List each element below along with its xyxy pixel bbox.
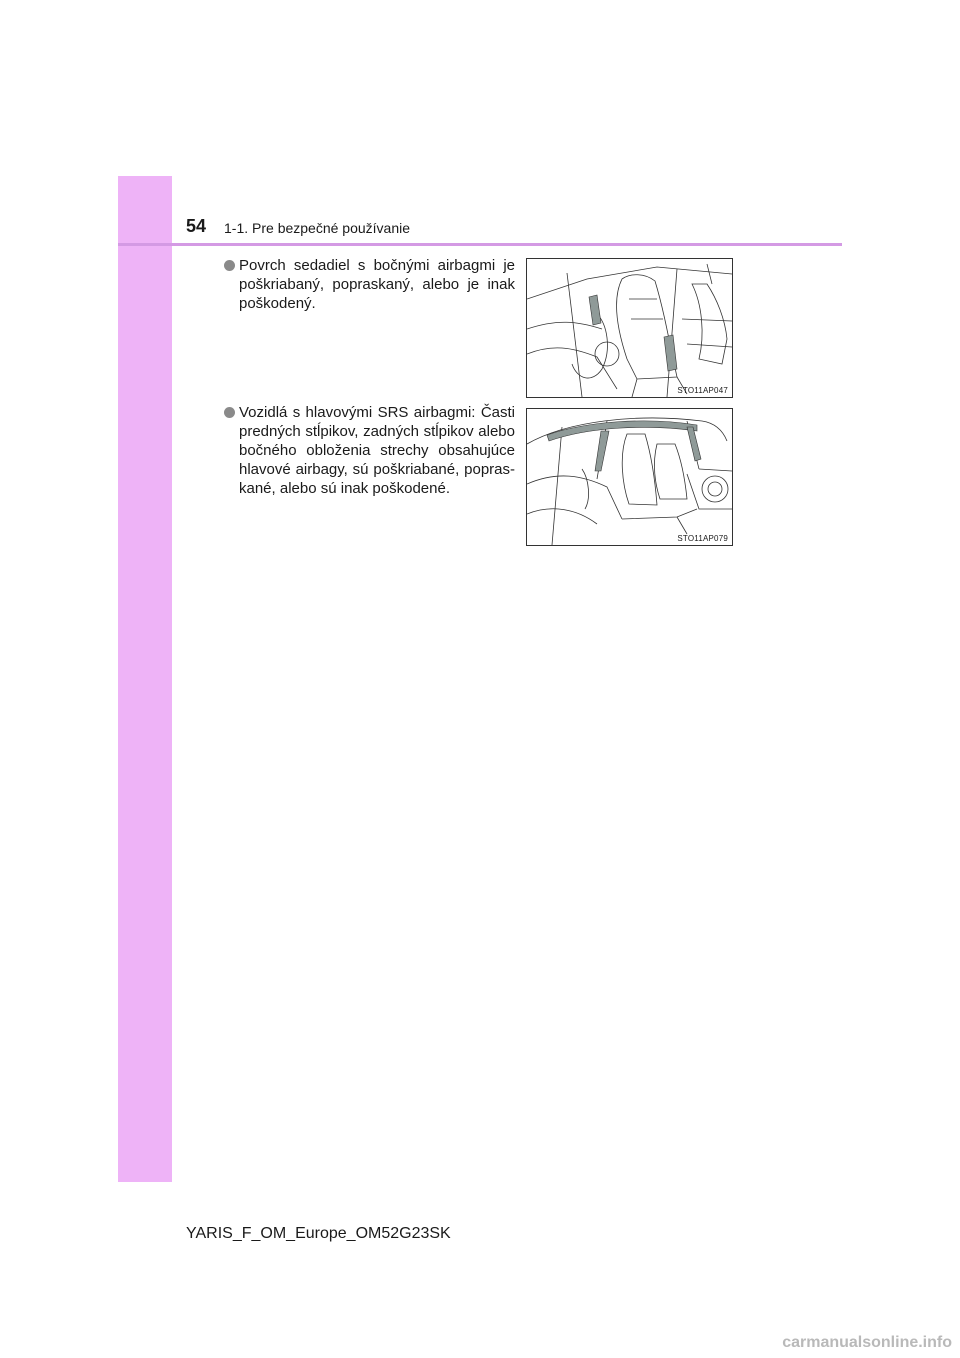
bullet-icon xyxy=(224,407,235,418)
watermark[interactable]: carmanualsonline.info xyxy=(782,1334,952,1351)
seat-airbag-illustration xyxy=(527,259,732,397)
header-rule xyxy=(118,243,842,246)
figure-code: STO11AP047 xyxy=(677,386,728,395)
list-item xyxy=(224,403,515,498)
figure-seat-side-airbag xyxy=(526,258,733,398)
section-title: 1-1. Pre bezpečné používanie xyxy=(224,220,411,236)
figure-curtain-airbag xyxy=(526,408,733,546)
list-item xyxy=(224,256,515,313)
document-id: YARIS_F_OM_Europe_OM52G23SK xyxy=(186,1225,451,1242)
page-number: 54 xyxy=(186,216,207,236)
figure-code: STO11AP079 xyxy=(677,534,728,543)
list-item-text: Vozidlá s hlavovými SRS airbagmi: Časti predných stĺpikov, zadných stĺpikov alebo bočného obloženia strechy obsahujúce hlavové airbagy, sú poškriabané, popras-kané, alebo sú inak poškodené. xyxy=(239,404,515,497)
bullet-icon xyxy=(224,260,235,271)
chapter-sidebar-tab xyxy=(118,176,172,1182)
list-item-text: Povrch sedadiel s bočnými airbagmi je poškriabaný, popraskaný, alebo je inak poškodený. xyxy=(239,257,515,312)
curtain-airbag-illustration xyxy=(527,409,732,545)
